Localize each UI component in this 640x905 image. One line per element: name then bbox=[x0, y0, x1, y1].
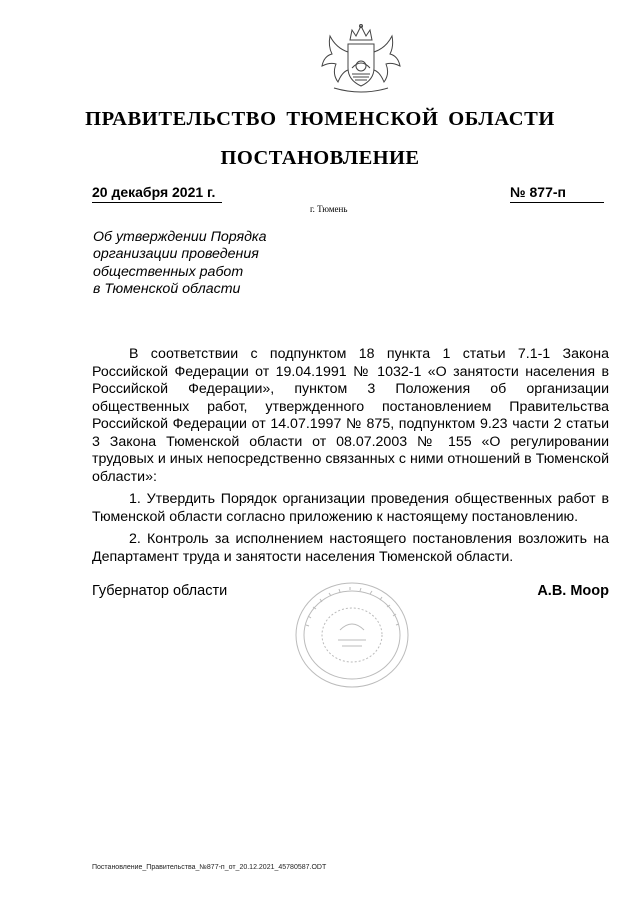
signatory-title: Губернатор области bbox=[92, 583, 228, 599]
city-label: г. Тюмень bbox=[310, 204, 348, 214]
document-subject bbox=[93, 229, 333, 298]
official-seal-stamp bbox=[292, 580, 412, 690]
item-2-paragraph: 2. Контроль за исполнением настоящего постановления возложить на Департамент труда и занятости населения Тюменской области. bbox=[92, 531, 609, 565]
date-underline bbox=[92, 202, 222, 203]
number-underline bbox=[510, 202, 604, 203]
document-body bbox=[92, 346, 609, 571]
document-type: ПОСТАНОВЛЕНИЕ bbox=[220, 147, 420, 169]
document-number bbox=[510, 184, 604, 201]
government-title: ПРАВИТЕЛЬСТВО ТЮМЕНСКОЙ ОБЛАСТИ bbox=[85, 108, 555, 130]
number-text: № 877-п bbox=[510, 184, 566, 200]
subject-line: Об утверждении Порядка bbox=[93, 229, 267, 245]
preamble-paragraph: В соответствии с подпунктом 18 пункта 1 статьи 7.1-1 Закона Российской Федерации от 19.04.1991 № 1032-1 «О занятости населения в Российской Федерации», пунктом 3 Положения об организации общественных работ, утвержденного постановлением Правительства Российской Федерации от 14.07.1997 № 875, подпунктом 9.23 части 2 статьи 3 Закона Тюменской области от 08.07.2003 № 155 «О регулировании трудовых и иных непосредственно связанных с ними отношений в Тюменской области»: bbox=[92, 346, 609, 485]
coat-of-arms-emblem bbox=[312, 22, 410, 98]
item-1-paragraph: 1. Утвердить Порядок организации проведения общественных работ в Тюменской области согласно приложению к настоящему постановлению. bbox=[92, 491, 609, 525]
date-text: 20 декабря 2021 г. bbox=[92, 184, 216, 200]
subject-line: организации проведения bbox=[93, 246, 259, 263]
file-footer: Постановление_Правительства_№877-п_от_20.12.2021_45780587.ODT bbox=[92, 864, 327, 871]
document-date bbox=[92, 184, 222, 201]
signatory-name: А.В. Моор bbox=[537, 583, 609, 599]
subject-line: в Тюменской области bbox=[93, 280, 241, 297]
subject-line: общественных работ bbox=[93, 263, 244, 280]
